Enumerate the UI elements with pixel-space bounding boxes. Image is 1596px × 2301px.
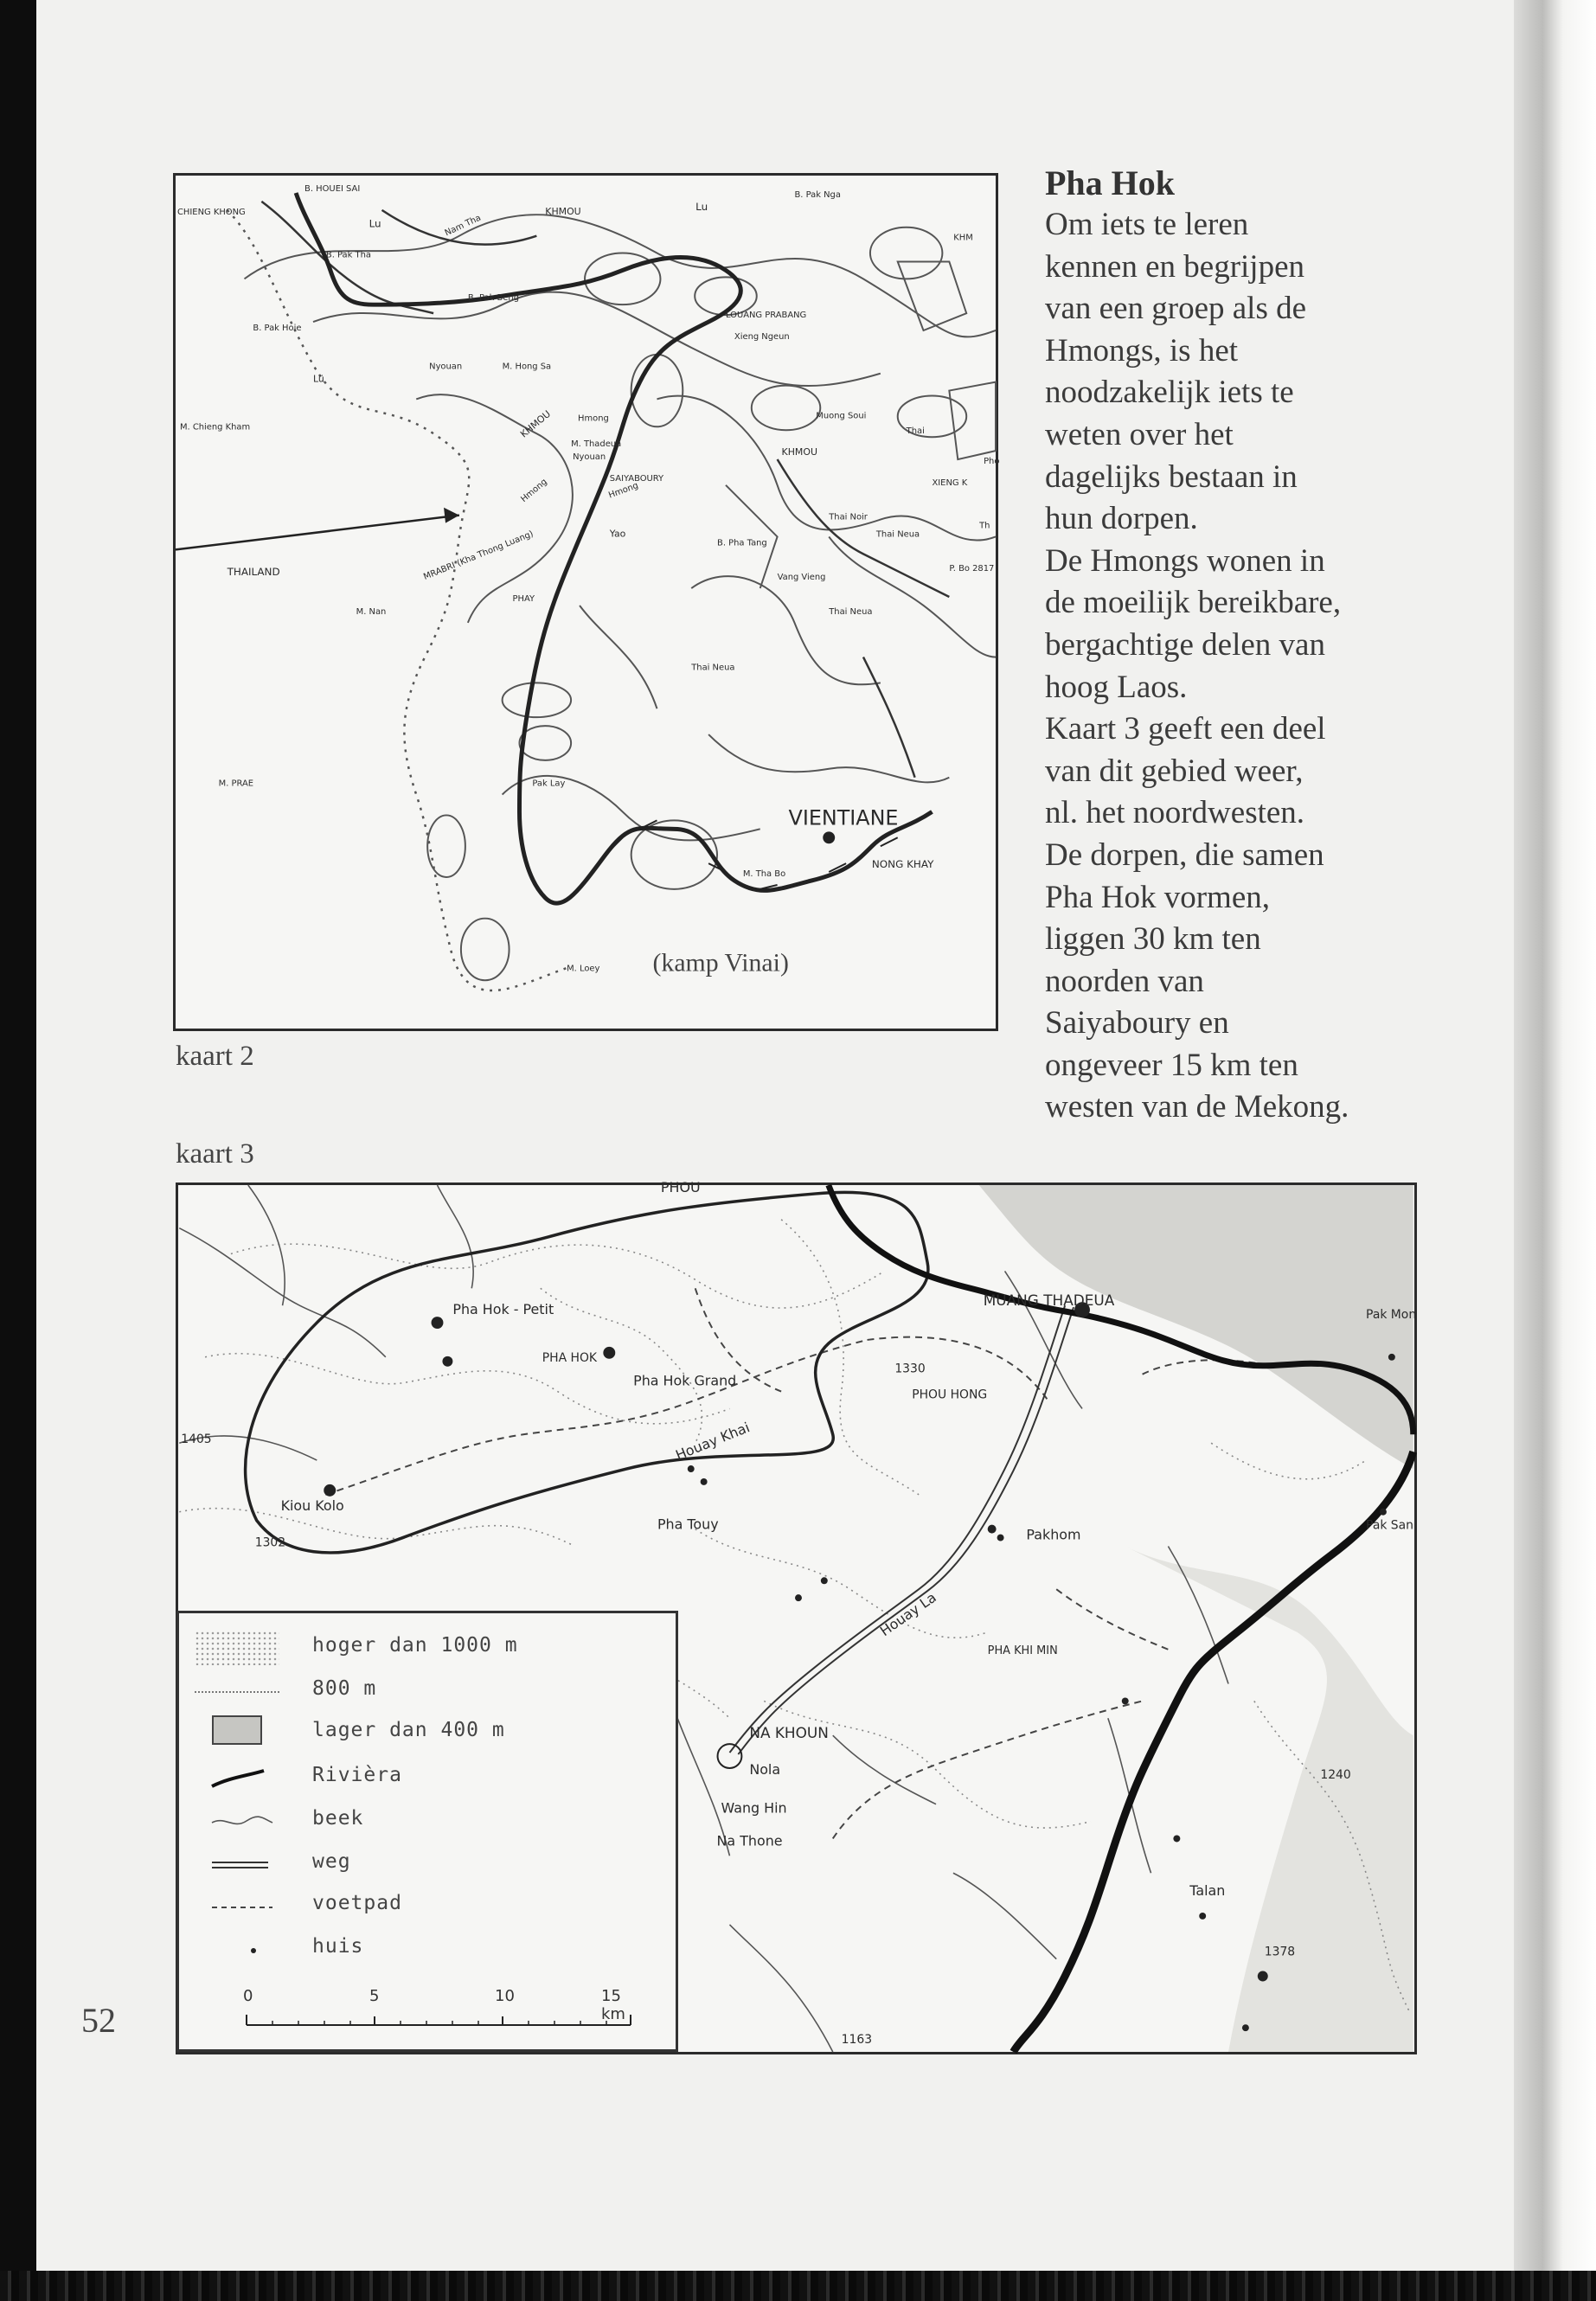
scale-label: 15 km — [601, 1987, 625, 2023]
label-thai-1: Thai — [906, 426, 925, 437]
label-alt-1405: 1405 — [181, 1433, 212, 1447]
contour-blob — [949, 382, 996, 459]
contour-blob — [752, 386, 820, 431]
label-thai-neua-3: Thai Neua — [829, 606, 873, 617]
label-m-hong-sa: M. Hong Sa — [502, 362, 552, 372]
label-vang-vieng: Vang Vieng — [777, 573, 826, 583]
label-nong-khay: NONG KHAY — [871, 858, 934, 871]
label-saiyaboury: SAIYABOURY — [609, 473, 664, 484]
legend-item: Rivièra — [195, 1760, 662, 1795]
label-thai-neua-1: Thai Neua — [691, 663, 735, 673]
label-vientiane: VIENTIANE — [788, 805, 899, 830]
scan-border — [0, 2271, 1596, 2301]
label-pha-hok-grand: Pha Hok Grand — [633, 1372, 737, 1389]
legend-item: voetpad — [195, 1888, 662, 1923]
river — [863, 657, 915, 778]
article-body: Om iets te leren kennen en begrijpen van een groep als de Hmongs, is het noodzakelijk iets te weten over het dagelijks bestaan in hun dorpen. De Hmongs wonen in de moeilijk bereikbare, bergachtige delen van hoog Laos. Kaart 3 geeft een deel van dit gebied weer, nl. het noordwesten. De dorpen, die samen Pha Hok vormen, liggen 30 km ten noorden van Saiyaboury en ongeveer 15 km ten westen van de Mekong. — [1045, 207, 1349, 1125]
label-khmou-1: KHMOU — [545, 205, 581, 217]
label-pha-hok-region: PHA HOK — [542, 1350, 598, 1365]
label-hmong-1: Hmong — [578, 413, 609, 424]
label-p-bo: P. Bo 2817 — [949, 564, 995, 574]
label-alt-1302: 1302 — [254, 1535, 286, 1550]
label-b-pak-hoie: B. Pak Hoie — [253, 323, 302, 333]
house-dot — [795, 1594, 802, 1601]
label-b-pak-nga: B. Pak Nga — [794, 189, 841, 200]
label-alt-1330: 1330 — [894, 1362, 926, 1376]
label-pha-hok-petit: Pha Hok - Petit — [452, 1301, 554, 1318]
label-alt-1240: 1240 — [1320, 1767, 1351, 1782]
label-th: Th — [979, 521, 990, 531]
label-m-thadeua: M. Thadeua — [571, 439, 622, 450]
lowland-shade — [979, 1185, 1413, 1469]
label-wang-hin: Wang Hin — [721, 1799, 787, 1817]
label-khmou-3: KHMOU — [781, 446, 817, 458]
label-khm: KHM — [953, 233, 973, 243]
caption-kaart-2: kaart 2 — [176, 1041, 254, 1072]
arrow-line — [176, 516, 459, 550]
stream — [437, 1185, 473, 1288]
footpath — [1056, 1589, 1168, 1650]
label-m-chieng-kham: M. Chieng Kham — [179, 422, 251, 433]
contour-blob — [631, 355, 683, 426]
label-b-pak-beng: B. Pak Beng — [467, 293, 520, 304]
arrow-head — [444, 508, 459, 523]
label-alt-1163: 1163 — [841, 2033, 873, 2048]
label-pha-khi-min: PHA KHI MIN — [987, 1644, 1058, 1657]
mekong-river — [296, 193, 932, 903]
scale-bar — [243, 1987, 636, 2039]
article-heading: Pha Hok — [1045, 163, 1176, 202]
contour-dotted — [764, 1701, 1091, 1828]
label-kamp-vinai: (kamp Vinai) — [652, 948, 789, 977]
house-dot — [1258, 1971, 1268, 1982]
contour-line — [416, 394, 573, 623]
label-na-khoun: NA KHOUN — [749, 1724, 829, 1742]
village-dot — [603, 1347, 615, 1359]
house-dot — [1242, 2024, 1249, 2031]
label-phay: PHAY — [512, 594, 535, 605]
scale-bar-line — [247, 2008, 636, 2034]
label-thailand: THAILAND — [227, 566, 280, 579]
footpath — [833, 1701, 1143, 1838]
scale-label: 5 — [369, 1987, 380, 2005]
legend-symbol-dotted-line — [195, 1674, 279, 1693]
label-xieng: XIENG K — [932, 478, 968, 488]
stream — [953, 1873, 1056, 1958]
label-hmong-2: Hmong — [519, 477, 549, 505]
label-houei-sai: B. HOUEI SAI — [304, 184, 361, 195]
contour-line — [580, 606, 657, 708]
label-m-nan: M. Nan — [356, 606, 387, 617]
legend-item: beek — [195, 1804, 662, 1838]
village-na-khoun-mark — [718, 1744, 742, 1768]
stream — [729, 1925, 832, 2052]
legend-symbol-thin-wave — [195, 1804, 279, 1838]
label-m-loey: M. Loey — [567, 964, 600, 974]
scale-label: 10 — [495, 1987, 515, 2005]
label-pha-touy: Pha Touy — [657, 1516, 719, 1533]
label-talan: Talan — [1189, 1882, 1226, 1900]
legend-item: huis — [195, 1932, 662, 1966]
contour-blob — [870, 228, 942, 279]
label-lu-2: Lu — [369, 217, 381, 230]
article-text — [1045, 163, 1529, 1129]
contour-dotted — [231, 1244, 884, 1308]
label-khmou-2: KHMOU — [518, 407, 554, 440]
label-chieng-khong: CHIENG KHONG — [176, 207, 246, 217]
contour-dotted — [541, 1288, 702, 1443]
village-dot — [997, 1535, 1004, 1541]
label-xieng-ngeun: Xieng Ngeun — [734, 331, 790, 342]
contour-line — [726, 485, 778, 588]
legend-symbol-double-line — [195, 1847, 279, 1881]
label-phu: PHOU — [660, 1178, 701, 1195]
label-phou-hong: PHOU HONG — [912, 1388, 988, 1402]
house-dot — [1380, 1509, 1387, 1516]
label-pak-mon: Pak Mon — [1366, 1308, 1417, 1323]
lowland-shade — [1125, 1547, 1413, 2053]
legend-symbol-thick-curve — [195, 1760, 279, 1795]
label-m-tha-bo: M. Tha Bo — [742, 868, 786, 879]
village-dot — [432, 1317, 444, 1329]
contour-line — [829, 536, 996, 657]
label-thai-neua-2: Thai Neua — [875, 529, 920, 540]
scale-label: 0 — [243, 1987, 253, 2005]
label-alt-1378: 1378 — [1264, 1945, 1296, 1959]
legend-symbol-dotted-shade — [195, 1631, 279, 1665]
label-thai-noir: Thai Noir — [829, 512, 868, 522]
label-nola: Nola — [749, 1760, 781, 1778]
legend-item: hoger dan 1000 m — [195, 1631, 662, 1665]
house-dot — [1122, 1697, 1129, 1704]
legend-symbol-dot — [195, 1932, 279, 1966]
label-lu-1: Lu — [695, 200, 708, 213]
label-muang-thadeua: MUANG THADEUA — [983, 1292, 1115, 1310]
label-yao: Yao — [609, 528, 626, 540]
legend-symbol-dashed-line — [195, 1888, 279, 1923]
page-number: 52 — [81, 2001, 116, 2040]
legend-symbol-shaded-box — [212, 1715, 262, 1745]
label-muong-soui: Muong Soui — [816, 411, 867, 421]
label-nyouan-2: Nyouan — [573, 452, 606, 463]
label-lu-3: Lü — [312, 373, 324, 385]
label-pak-lay: Pak Lay — [532, 779, 566, 789]
contour-dotted — [179, 1509, 574, 1547]
label-hmong-3: Hmong — [607, 481, 640, 501]
house-dot — [688, 1465, 695, 1472]
contour-dotted — [1211, 1443, 1366, 1479]
label-houay-la: Houay La — [876, 1588, 939, 1640]
map-kaart-2 — [173, 173, 998, 1031]
village-dot — [324, 1484, 336, 1497]
label-houay-khai: Houay Khai — [673, 1419, 753, 1464]
label-pak-san: Pak San — [1366, 1518, 1413, 1533]
label-b-pha-tang: B. Pha Tang — [717, 538, 767, 548]
contour-blob — [461, 919, 510, 981]
label-louang-prabang: LOUANG PRABANG — [725, 311, 807, 321]
village-dot — [988, 1525, 997, 1534]
label-b-pak-tha: B. Pak Tha — [325, 250, 371, 260]
house-dot — [701, 1478, 708, 1485]
legend-item: lager dan 400 m — [195, 1715, 662, 1750]
vientiane-dot — [823, 831, 835, 843]
label-nyouan-1: Nyouan — [429, 362, 463, 372]
map-kaart-2-drawing — [176, 176, 1000, 1029]
label-kiou-kolo: Kiou Kolo — [280, 1497, 344, 1514]
legend-item: weg — [195, 1847, 662, 1881]
label-na-thone: Na Thone — [716, 1832, 783, 1849]
map-legend — [176, 1611, 678, 2052]
contour-blob — [503, 683, 571, 717]
house-dot — [821, 1577, 828, 1584]
legend-item: 800 m — [195, 1674, 662, 1708]
label-m-prae: M. PRAE — [218, 779, 254, 789]
label-pakhom: Pakhom — [1026, 1526, 1081, 1543]
caption-kaart-3: kaart 3 — [176, 1138, 254, 1170]
pha-hok-outline — [246, 1192, 928, 1552]
label-mrabri: MRABRI (Kha Thong Luang) — [422, 529, 535, 582]
house-dot — [1199, 1913, 1206, 1920]
contour-dotted — [695, 1529, 988, 1638]
label-pho: Pho — [984, 457, 1000, 467]
village-dot — [442, 1356, 452, 1367]
contour-blob — [519, 726, 571, 760]
house-dot — [1173, 1836, 1180, 1843]
label-nam-tha: Nam Tha — [443, 213, 483, 239]
house-dot — [1388, 1354, 1395, 1361]
